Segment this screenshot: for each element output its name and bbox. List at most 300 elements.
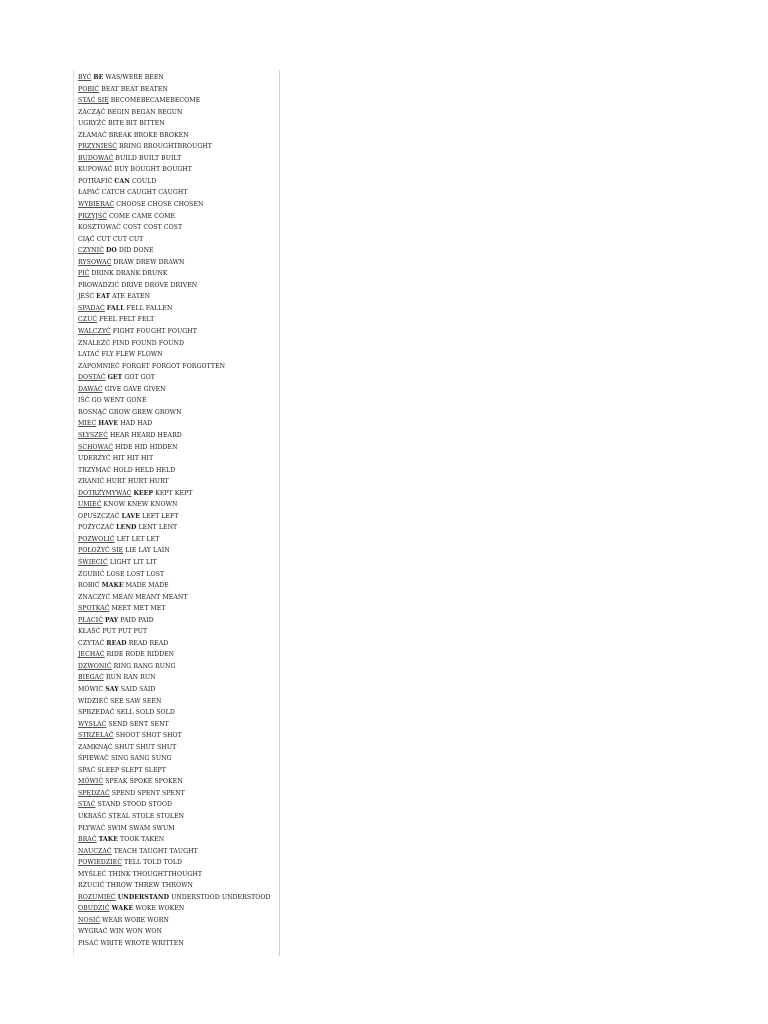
verb-row (78, 141, 278, 153)
polish-verb-link[interactable]: DOTRZYMYWAĆ (78, 489, 132, 497)
polish-verb-link[interactable]: PRZYNIEŚĆ (78, 143, 118, 151)
verb-row (78, 915, 278, 927)
polish-verb-link[interactable]: POBIĆ (78, 85, 100, 93)
polish-verb: CZYTAĆ (78, 639, 105, 647)
past-forms: CHOSE CHOSEN (147, 201, 204, 209)
polish-verb-link[interactable]: SCHOWAĆ (78, 443, 114, 451)
verb-row (78, 361, 278, 373)
english-base-form: GROW (108, 408, 131, 416)
past-forms: SPENT SPENT (137, 789, 185, 797)
english-base-form: KEEP (133, 489, 154, 497)
page-edge-left (73, 70, 74, 956)
polish-verb: ZŁAMAĆ (78, 131, 107, 139)
page-edge-right (279, 70, 280, 956)
verb-row (78, 395, 278, 407)
past-forms: GREW GROWN (132, 408, 182, 416)
polish-verb-link[interactable]: MÓWIĆ (78, 778, 104, 786)
past-forms: BEAT BEATEN (120, 85, 168, 93)
english-base-form: SHOOT (115, 732, 140, 740)
english-base-form: FIGHT (112, 328, 135, 336)
english-base-form: LIE (125, 547, 137, 555)
polish-verb: MYŚLEĆ (78, 870, 107, 878)
past-forms: DROVE DRIVEN (144, 281, 198, 289)
english-base-form: SPEAK (105, 778, 128, 786)
verb-row (78, 511, 278, 523)
english-base-form: WEAR (102, 916, 123, 924)
polish-verb: WIDZIEĆ (78, 697, 109, 705)
english-base-form: DRIVE (121, 281, 143, 289)
past-forms: RODE RIDDEN (125, 651, 175, 659)
past-forms: HELD HELD (134, 466, 176, 474)
polish-verb-link[interactable]: RYSOWAĆ (78, 258, 112, 266)
polish-verb: ZNACZYĆ (78, 593, 111, 601)
polish-verb: JEŚĆ (78, 293, 95, 301)
verb-row (78, 580, 278, 592)
verb-row (78, 314, 278, 326)
past-forms: STOOD STOOD (122, 801, 173, 809)
polish-verb: OPUSZCZAĆ (78, 512, 120, 520)
past-forms: PUT PUT (118, 628, 148, 636)
past-forms: CUT CUT (112, 235, 144, 243)
verb-row (78, 857, 278, 869)
verb-row (78, 869, 278, 881)
past-forms: CAUGHT CAUGHT (127, 189, 188, 197)
english-base-form: PUT (102, 628, 116, 636)
english-base-form: TEACH (113, 847, 138, 855)
verb-row (78, 846, 278, 858)
english-base-form: BE (93, 74, 104, 81)
english-base-form: HIT (112, 455, 125, 463)
past-forms: BOUGHT BOUGHT (130, 166, 192, 174)
verb-row (78, 442, 278, 454)
polish-verb-link[interactable]: STAĆ (78, 801, 96, 809)
past-forms: HIT HIT (126, 455, 154, 463)
past-forms: WOKE WOKEN (135, 905, 185, 913)
english-base-form: BEAT (101, 85, 119, 93)
polish-verb-link[interactable]: PRZYJŚĆ (78, 212, 108, 220)
english-base-form: LEND (116, 524, 137, 532)
polish-verb-link[interactable]: POŁOŻYĆ SIĘ (78, 547, 124, 555)
past-forms: COULD (131, 177, 157, 185)
polish-verb-link[interactable]: WYSŁAĆ (78, 720, 107, 728)
english-base-form: CATCH (101, 189, 126, 197)
past-forms: MET MET (133, 605, 166, 613)
english-base-form: DRINK (91, 270, 114, 278)
past-forms: GOT GOT (124, 374, 155, 382)
polish-verb-link[interactable]: BYĆ (78, 74, 92, 81)
english-base-form: KNOW (103, 501, 126, 509)
english-base-form: SAY (105, 685, 119, 693)
english-base-form: SHUT (114, 743, 134, 751)
past-forms: HID HIDDEN (134, 443, 178, 451)
polish-verb: RZUCIĆ (78, 882, 105, 890)
polish-verb-link[interactable]: ŚWIECIĆ (78, 558, 108, 566)
english-base-form: HOLD (113, 466, 133, 474)
polish-verb: ZGUBIĆ (78, 570, 105, 578)
english-base-form: HIDE (115, 443, 133, 451)
english-base-form: EAT (96, 293, 111, 301)
past-forms: TOOK TAKEN (120, 836, 165, 844)
polish-verb-link[interactable]: STRZELAĆ (78, 732, 114, 740)
polish-verb: ZNALEŹĆ (78, 339, 111, 347)
past-forms: FORGOT FORGOTTEN (151, 362, 226, 370)
verb-row (78, 938, 278, 950)
polish-verb: ZACZĄĆ (78, 108, 106, 116)
past-forms: BIT BITTEN (125, 120, 165, 128)
past-forms: SHOT SHOT (141, 732, 182, 740)
polish-verb-link[interactable]: NOSIĆ (78, 916, 101, 924)
polish-verb-link[interactable]: NAUCZAĆ (78, 847, 112, 855)
verb-row (78, 880, 278, 892)
polish-verb: ŁAPAĆ (78, 189, 100, 197)
verb-row (78, 338, 278, 350)
english-base-form: THROW (106, 882, 133, 890)
verb-row (78, 418, 278, 430)
english-base-form: SEND (108, 720, 128, 728)
verb-row (78, 372, 278, 384)
english-base-form: UNDERSTAND (117, 893, 170, 901)
verb-row (78, 753, 278, 765)
past-forms: SAW SEEN (125, 697, 162, 705)
verb-row (78, 534, 278, 546)
english-base-form: RUN (105, 674, 122, 682)
verb-row (78, 742, 278, 754)
english-base-form: LET (116, 535, 130, 543)
verb-row (78, 349, 278, 361)
past-forms: MEANT MEANT (135, 593, 188, 601)
past-forms: COST COST (143, 224, 183, 232)
polish-verb-link[interactable]: MIEĆ (78, 420, 97, 428)
english-base-form: BITE (108, 120, 124, 128)
english-base-form: LAVE (121, 512, 140, 520)
verb-row (78, 499, 278, 511)
english-base-form: FORGET (121, 362, 150, 370)
verb-row (78, 291, 278, 303)
verb-row (78, 130, 278, 142)
past-forms: SENT SENT (129, 720, 169, 728)
polish-verb: MÓWIĆ (78, 685, 104, 693)
past-forms: THOUGHTTHOUGHT (132, 870, 202, 878)
polish-verb-link[interactable]: UMIEĆ (78, 501, 102, 509)
past-forms: HAD HAD (120, 420, 153, 428)
past-forms: UNDERSTOOD UNDERSTOOD (171, 893, 271, 901)
english-base-form: WIN (109, 928, 124, 936)
english-base-form: BECOMEBECAMEBECOME (110, 97, 201, 105)
english-base-form: COME (109, 212, 130, 220)
past-forms: FELT FELT (118, 316, 155, 324)
verb-row (78, 569, 278, 581)
verb-row (78, 615, 278, 627)
verb-row (78, 638, 278, 650)
polish-verb-link[interactable]: OBUDZIĆ (78, 905, 110, 913)
english-base-form: HEAR (109, 431, 130, 439)
verb-row (78, 384, 278, 396)
verb-row (78, 107, 278, 119)
polish-verb-link[interactable]: PIĆ (78, 270, 90, 278)
verb-row (78, 788, 278, 800)
past-forms: LIT LIT (133, 558, 157, 566)
english-base-form: MEET (111, 605, 132, 613)
past-forms: WROTE WRITTEN (124, 940, 184, 948)
verb-row (78, 926, 278, 938)
past-forms: FLEW FLOWN (115, 351, 163, 359)
past-forms: FELL FALLEN (126, 304, 173, 312)
english-base-form: BUY (114, 166, 129, 174)
english-base-form: FALL (106, 304, 125, 312)
polish-verb-link[interactable]: STAĆ SIĘ (78, 97, 109, 105)
past-forms: BROUGHTBROUGHT (143, 143, 212, 151)
polish-verb-link[interactable]: SŁYSZEĆ (78, 431, 108, 439)
past-forms: STOLE STOLEN (132, 813, 185, 820)
polish-verb-link[interactable]: SPĘDZAĆ (78, 789, 110, 797)
past-forms: MADE MADE (125, 582, 169, 590)
past-forms: CAME COME (131, 212, 176, 220)
english-base-form: BRING (119, 143, 142, 151)
polish-verb-link[interactable]: POZWOLIĆ (78, 535, 115, 543)
polish-verb-link[interactable]: SPOTKAĆ (78, 605, 110, 613)
english-base-form: TAKE (98, 836, 118, 844)
polish-verb-link[interactable]: PŁACIĆ (78, 616, 103, 624)
past-forms: TAUGHT TAUGHT (139, 847, 198, 855)
verb-row (78, 407, 278, 419)
english-base-form: MAKE (101, 582, 124, 590)
polish-verb: UGRYŹĆ (78, 120, 107, 128)
polish-verb: LATAĆ (78, 351, 100, 359)
past-forms: BUILT BUILT (138, 154, 182, 162)
english-base-form: SELL (116, 709, 134, 717)
english-base-form: FEEL (99, 316, 117, 324)
past-forms: GAVE GIVEN (123, 385, 166, 393)
polish-verb: PROWADZIĆ (78, 281, 120, 289)
english-base-form: WRITE (100, 940, 123, 948)
verb-row (78, 268, 278, 280)
polish-verb: ZRANIĆ (78, 478, 105, 486)
polish-verb: ZAPOMNIEĆ (78, 362, 120, 370)
english-base-form: HAVE (98, 420, 119, 428)
verb-row (78, 257, 278, 269)
english-base-form: SEE (110, 697, 124, 705)
past-forms: WON WON (125, 928, 162, 936)
verb-row (78, 199, 278, 211)
verb-row (78, 187, 278, 199)
polish-verb-link[interactable]: BRAĆ (78, 836, 97, 844)
past-forms: LEFT LEFT (142, 512, 179, 520)
verb-row (78, 118, 278, 130)
past-forms: WAS/WERE BEEN (105, 74, 164, 81)
past-forms: SANG SUNG (130, 755, 172, 763)
polish-verb-link[interactable]: ROZUMIEĆ (78, 893, 116, 901)
polish-verb: POŻYCZAĆ (78, 524, 115, 532)
verb-row (78, 823, 278, 835)
past-forms: RANG RUNG (133, 662, 176, 670)
polish-verb: PISAĆ (78, 940, 99, 948)
english-base-form: CUT (96, 235, 111, 243)
english-base-form: GIVE (104, 385, 122, 393)
past-forms: LOST LOST (126, 570, 165, 578)
polish-verb: POTRAFIĆ (78, 177, 113, 185)
polish-verb-link[interactable]: DOSTAĆ (78, 374, 106, 382)
verb-row (78, 811, 278, 823)
english-base-form: LIGHT (109, 558, 132, 566)
past-forms: HURT HURT (127, 478, 169, 486)
polish-verb: KOSZTOWAĆ (78, 224, 121, 232)
verb-row (78, 211, 278, 223)
english-base-form: RIDE (106, 651, 124, 659)
verb-row (78, 280, 278, 292)
past-forms: DID DONE (118, 247, 154, 255)
past-forms: LAY LAIN (138, 547, 170, 555)
polish-verb: TRZYMAĆ (78, 466, 112, 474)
verb-row (78, 649, 278, 661)
polish-verb: WYGRAĆ (78, 928, 108, 936)
polish-verb-link[interactable]: DAWAĆ (78, 385, 103, 393)
verb-row (78, 222, 278, 234)
english-base-form: PAY (104, 616, 119, 624)
past-forms: SHUT SHUT (135, 743, 177, 751)
verb-row (78, 892, 278, 904)
verb-row (78, 153, 278, 165)
verb-row (78, 592, 278, 604)
past-forms: HEARD HEARD (131, 431, 182, 439)
verb-row (78, 672, 278, 684)
verb-row (78, 245, 278, 257)
past-forms: BEGAN BEGUN (131, 108, 183, 116)
english-base-form: BUILD (115, 154, 137, 162)
verb-row (78, 234, 278, 246)
past-forms: PAID PAID (120, 616, 154, 624)
polish-verb-link[interactable]: SPADAĆ (78, 304, 105, 312)
english-base-form: COST (122, 224, 142, 232)
verb-row (78, 176, 278, 188)
past-forms: SLEPT SLEPT (121, 766, 166, 774)
past-forms: FOUGHT FOUGHT (136, 328, 197, 336)
verb-row (78, 465, 278, 477)
past-forms: LENT LENT (138, 524, 178, 532)
verb-row (78, 522, 278, 534)
english-base-form: DRAW (113, 258, 134, 266)
polish-verb: ŚPIEWAĆ (78, 755, 109, 763)
verb-row (78, 684, 278, 696)
english-base-form: GET (107, 374, 123, 382)
polish-verb: ZAMKNĄĆ (78, 743, 113, 751)
polish-verb-link[interactable]: WALCZYĆ (78, 328, 111, 336)
past-forms: SWAM SWUM (128, 824, 175, 832)
past-forms: SOLD SOLD (135, 709, 175, 717)
english-base-form: THINK (108, 870, 131, 878)
verb-row (78, 488, 278, 500)
past-forms: FOUND FOUND (131, 339, 184, 347)
verb-row (78, 661, 278, 673)
english-base-form: FLY (101, 351, 114, 359)
past-forms: SAID SAID (120, 685, 156, 693)
polish-verb: UDERZYĆ (78, 455, 111, 463)
verb-row (78, 557, 278, 569)
verb-row (78, 95, 278, 107)
verb-row (78, 545, 278, 557)
english-base-form: GO (91, 397, 102, 405)
past-forms: RAN RUN (123, 674, 156, 682)
polish-verb-link[interactable]: POWIEDZIEĆ (78, 859, 123, 867)
verb-row (78, 430, 278, 442)
verb-row (78, 326, 278, 338)
past-forms: KNEW KNOWN (127, 501, 178, 509)
english-base-form: SING (110, 755, 129, 763)
english-base-form: TELL (124, 859, 142, 867)
polish-verb-link[interactable]: WYBIERAĆ (78, 201, 115, 209)
verb-row (78, 84, 278, 96)
english-base-form: RING (113, 662, 132, 670)
english-base-form: CHOOSE (116, 201, 146, 209)
verb-row (78, 626, 278, 638)
polish-verb: ROBIĆ (78, 582, 100, 590)
english-base-form: MEAN (112, 593, 134, 601)
english-base-form: FIND (112, 339, 130, 347)
polish-verb: IŚĆ (78, 397, 90, 405)
polish-verb: PŁYWAĆ (78, 824, 106, 832)
polish-verb: SPRZEDAĆ (78, 709, 115, 717)
english-base-form: STAND (97, 801, 121, 809)
english-base-form: READ (106, 639, 127, 647)
past-forms: WORE WORN (124, 916, 169, 924)
past-forms: WENT GONE (103, 397, 147, 405)
english-base-form: HURT (106, 478, 126, 486)
polish-verb-link[interactable]: JECHAĆ (78, 651, 105, 659)
verb-row (78, 730, 278, 742)
polish-verb: SPAĆ (78, 766, 96, 774)
verb-row (78, 903, 278, 915)
english-base-form: BREAK (108, 131, 132, 139)
english-base-form: DO (106, 247, 117, 255)
verb-row (78, 72, 278, 84)
english-base-form: SPEND (111, 789, 136, 797)
past-forms: DREW DRAWN (135, 258, 185, 266)
english-base-form: BEGIN (107, 108, 130, 116)
verb-row (78, 603, 278, 615)
polish-verb: CIĄĆ (78, 235, 95, 243)
past-forms: KEPT KEPT (155, 489, 193, 497)
english-base-form: LOSE (106, 570, 125, 578)
verb-row (78, 776, 278, 788)
polish-verb-link[interactable]: CZYNIĆ (78, 247, 105, 255)
past-forms: TOLD TOLD (143, 859, 183, 867)
verb-row (78, 799, 278, 811)
past-forms: DRANK DRUNK (115, 270, 168, 278)
polish-verb: UKRAŚĆ (78, 813, 107, 820)
verb-row (78, 453, 278, 465)
verb-row (78, 765, 278, 777)
polish-verb-link[interactable]: DZWONIĆ (78, 662, 112, 670)
verb-row (78, 164, 278, 176)
past-forms: ATE EATEN (112, 293, 151, 301)
verb-row (78, 707, 278, 719)
past-forms: BROKE BROKEN (133, 131, 189, 139)
polish-verb: ROSNĄĆ (78, 408, 107, 416)
english-base-form: STEAL (108, 813, 130, 820)
past-forms: SPOKE SPOKEN (129, 778, 183, 786)
polish-verb-link[interactable]: BUDOWAĆ (78, 154, 114, 162)
verb-row (78, 476, 278, 488)
english-base-form: SWIM (107, 824, 127, 832)
past-forms: LET LET (131, 535, 160, 543)
polish-verb: KŁAŚĆ (78, 628, 101, 636)
english-base-form: SLEEP (97, 766, 120, 774)
polish-verb-link[interactable]: CZUĆ (78, 316, 98, 324)
english-base-form: CAN (114, 177, 130, 185)
verb-row (78, 696, 278, 708)
english-base-form: WAKE (111, 905, 134, 913)
polish-verb: KUPOWAĆ (78, 166, 113, 174)
polish-verb-link[interactable]: BIEGAĆ (78, 674, 104, 682)
